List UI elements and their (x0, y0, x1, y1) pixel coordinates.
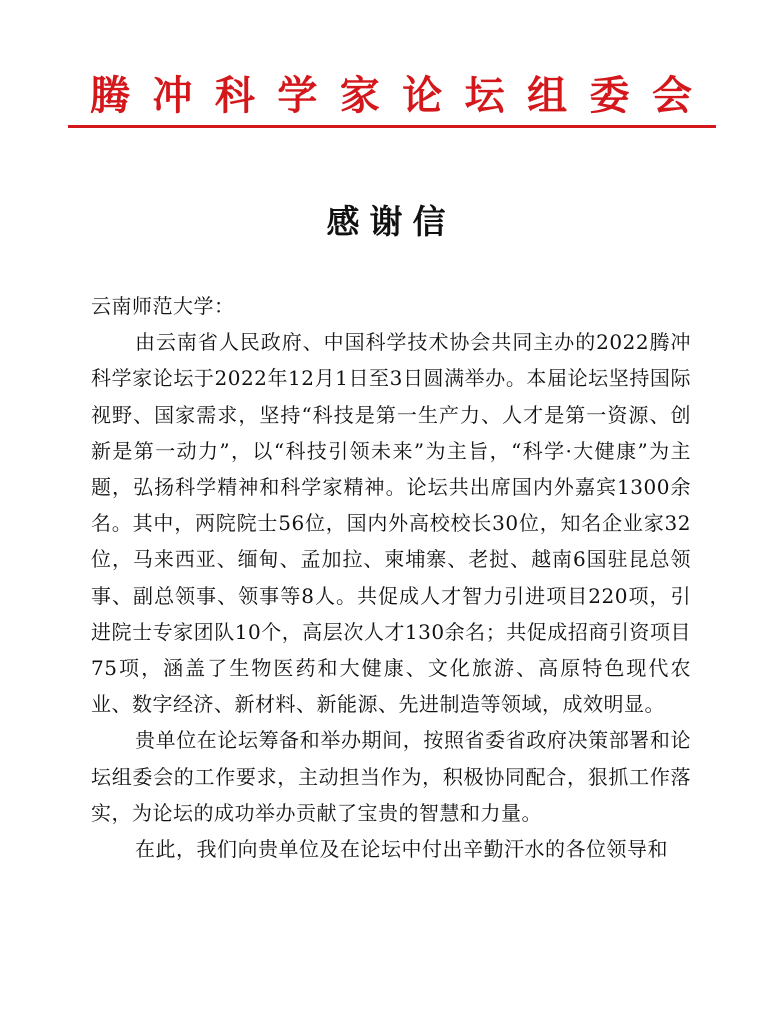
salutation: 云南师范大学： (91, 294, 235, 318)
letterhead-divider (68, 125, 716, 128)
letter-title: 感谢信 (326, 202, 456, 241)
letter-body (91, 288, 691, 867)
body-paragraph: 由云南省人民政府、中国科学技术协会共同主办的2022腾冲科学家论坛于2022年12月1日至3日圆满举办。本届论坛坚持国际视野、国家需求，坚持“科技是第一生产力、人才是第一资源、创新是第一动力”，以“科技引领未来”为主旨，“科学·大健康”为主题，弘扬科学精神和科学家精神。论坛共出席国内外嘉宾1300余名。其中，两院院士56位，国内外高校校长30位，知名企业家32位，马来西亚、缅甸、孟加拉、柬埔寨、老挝、越南6国驻昆总领事、副总领事、领事等8人。共促成人才智力引进项目220项，引进院士专家团队10个，高层次人才130余名；共促成招商引资项目75项，涵盖了生物医药和大健康、文化旅游、高原特色现代农业、数字经济、新材料、新能源、先进制造等领域，成效明显。 (91, 330, 691, 717)
org-char: 家 (339, 72, 380, 119)
org-char: 论 (402, 72, 443, 119)
org-letterhead (68, 70, 716, 122)
org-char: 科 (214, 72, 255, 119)
org-char: 坛 (464, 72, 505, 119)
org-char: 组 (527, 72, 568, 119)
org-char: 会 (651, 72, 692, 119)
body-paragraph: 贵单位在论坛筹备和举办期间，按照省委省政府决策部署和论坛组委会的工作要求，主动担当作为，积极协同配合，狠抓工作落实，为论坛的成功举办贡献了宝贵的智慧和力量。 (91, 728, 691, 825)
org-char: 委 (589, 72, 630, 119)
org-char: 腾 (90, 72, 130, 119)
org-char: 冲 (152, 72, 193, 119)
org-char: 学 (277, 72, 318, 119)
body-paragraph: 在此，我们向贵单位及在论坛中付出辛勤汗水的各位领导和 (135, 837, 668, 862)
